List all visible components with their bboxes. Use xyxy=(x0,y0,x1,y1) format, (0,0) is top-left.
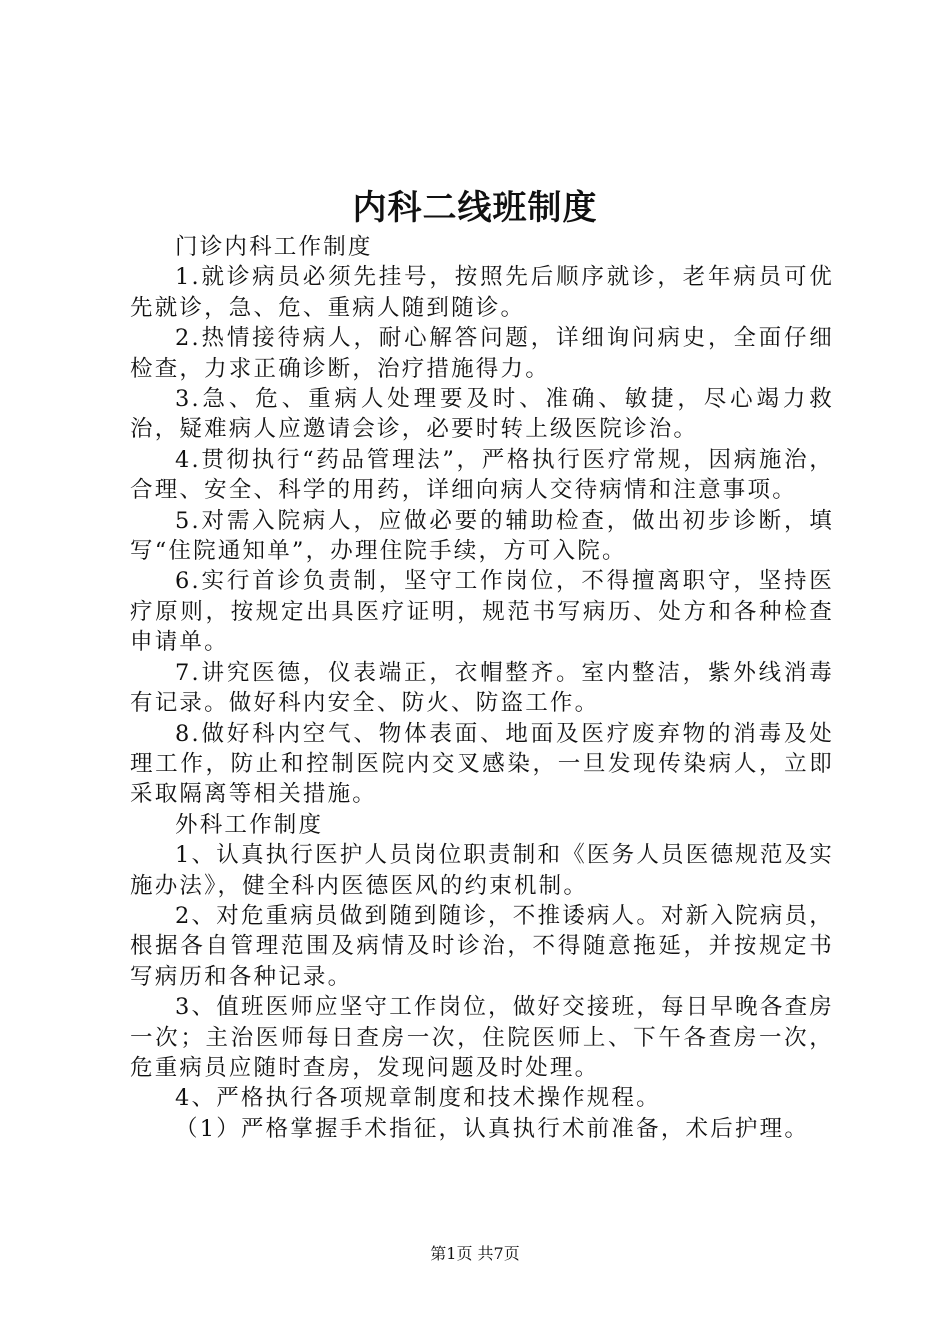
paragraph: 4、严格执行各项规章制度和技术操作规程。 xyxy=(175,1085,661,1112)
paragraph: 3、值班医师应坚守工作岗位，做好交接班，每日早晚各查房一次；主治医师每日查房一次，住院医师上、下午各查房一次，危重病员应随时查房，发现问题及时处理。 xyxy=(130,994,834,1081)
document-title: 内科二线班制度 xyxy=(352,188,598,228)
paragraph: 8.做好科内空气、物体表面、地面及医疗废弃物的消毒及处理工作，防止和控制医院内交叉感染，一旦发现传染病人，立即采取隔离等相关措施。 xyxy=(130,720,834,808)
paragraph: 2.热情接待病人，耐心解答问题，详细询问病史，全面仔细检查，力求正确诊断，治疗措施得力。 xyxy=(130,325,834,382)
paragraph: 7.讲究医德，仪表端正，衣帽整齐。室内整洁，紫外线消毒有记录。做好科内安全、防火、防盗工作。 xyxy=(130,659,834,717)
paragraph: 2、对危重病员做到随到随诊，不推诿病人。对新入院病员，根据各自管理范围及病情及时诊治，不得随意拖延，并按规定书写病历和各种记录。 xyxy=(130,902,834,990)
paragraph: 3.急、危、重病人处理要及时、准确、敏捷，尽心竭力救治，疑难病人应邀请会诊，必要时转上级医院诊治。 xyxy=(130,386,834,443)
paragraph: 6.实行首诊负责制，坚守工作岗位，不得擅离职守，坚持医疗原则，按规定出具医疗证明，规范书写病历、处方和各种检查申请单。 xyxy=(130,568,834,656)
page-number-footer: 第1页 共7页 xyxy=(430,1244,520,1263)
paragraph: 5.对需入院病人，应做必要的辅助检查，做出初步诊断，填写“住院通知单”，办理住院手续，方可入院。 xyxy=(130,507,834,565)
document-body xyxy=(130,232,834,1144)
paragraph: 1.就诊病员必须先挂号，按照先后顺序就诊，老年病员可优先就诊，急、危、重病人随到随诊。 xyxy=(130,264,834,321)
sub-paragraph: （1）严格掌握手术指征，认真执行术前准备，术后护理。 xyxy=(175,1115,810,1142)
paragraph: 4.贯彻执行“药品管理法”，严格执行医疗常规，因病施治，合理、安全、科学的用药，详细向病人交待病情和注意事项。 xyxy=(130,446,834,504)
paragraph: 1、认真执行医护人员岗位职责制和《医务人员医德规范及实施办法》，健全科内医德医风的约束机制。 xyxy=(130,842,834,899)
section-heading-internal-medicine: 门诊内科工作制度 xyxy=(175,234,373,260)
section-heading-surgery: 外科工作制度 xyxy=(175,811,324,838)
